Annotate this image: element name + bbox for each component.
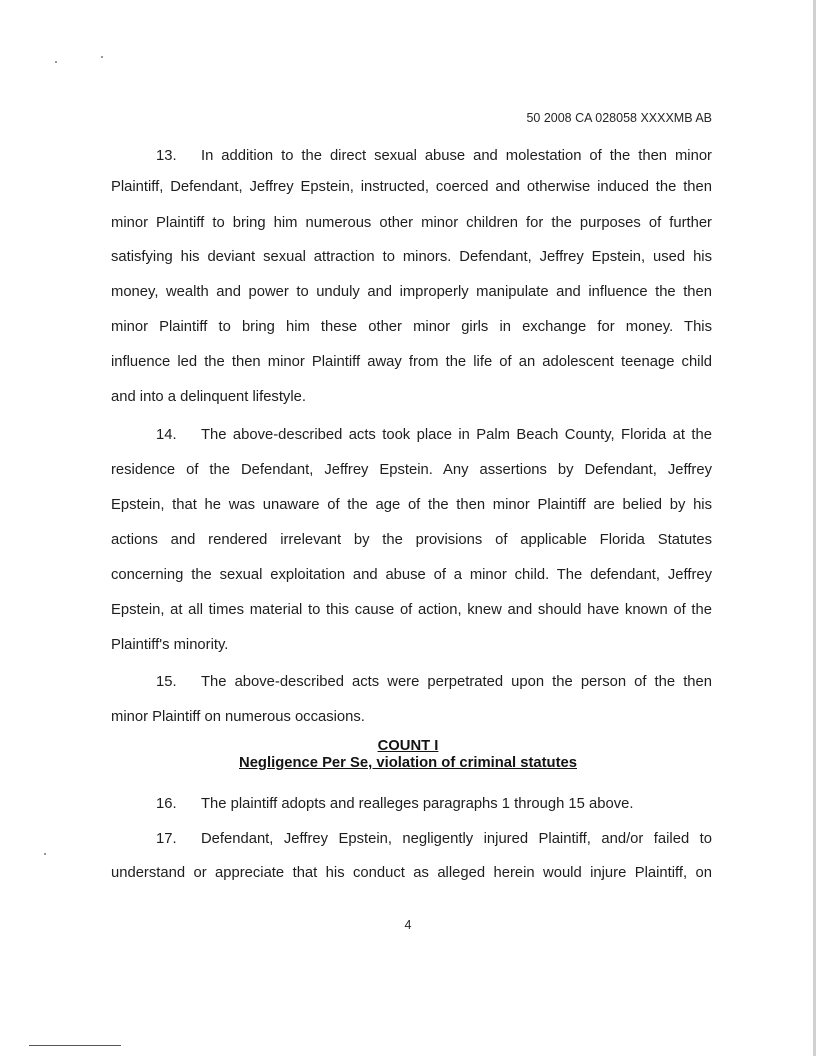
paragraph-14-line-2: residence of the Defendant, Jeffrey Epstein. Any assertions by Defendant, Jeffrey: [111, 462, 712, 478]
paragraph-14-line-1: 14. The above-described acts took place in Palm Beach County, Florida at the: [156, 427, 712, 443]
paragraph-16-line-1: 16. The plaintiff adopts and realleges paragraphs 1 through 15 above.: [156, 796, 634, 812]
page-number: 4: [404, 918, 412, 932]
paragraph-13-line-6: minor Plaintiff to bring him these other minor girls in exchange for money. This: [111, 319, 712, 335]
paragraph-number: 15.: [156, 674, 177, 690]
count-title: COUNT I: [377, 738, 439, 754]
scan-speck: [44, 853, 46, 855]
paragraph-15-line-2: minor Plaintiff on numerous occasions.: [111, 709, 365, 725]
footer-rule: [29, 1045, 121, 1046]
paragraph-13-line-4: satisfying his deviant sexual attraction to minors. Defendant, Jeffrey Epstein, used his: [111, 249, 712, 265]
paragraph-13-line-2: Plaintiff, Defendant, Jeffrey Epstein, instructed, coerced and otherwise induced the then: [111, 179, 712, 195]
paragraph-17-line-1: 17. Defendant, Jeffrey Epstein, negligently injured Plaintiff, and/or failed to: [156, 831, 712, 847]
paragraph-13-line-8: and into a delinquent lifestyle.: [111, 389, 306, 405]
count-subtitle: Negligence Per Se, violation of criminal statutes: [239, 755, 577, 771]
paragraph-13-line-3: minor Plaintiff to bring him numerous other minor children for the purposes of further: [111, 215, 712, 231]
paragraph-number: 13.: [156, 148, 177, 164]
paragraph-13-line-7: influence led the then minor Plaintiff away from the life of an adolescent teenage child: [111, 354, 712, 370]
paragraph-14-line-5: concerning the sexual exploitation and abuse of a minor child. The defendant, Jeffrey: [111, 567, 712, 583]
paragraph-15-line-1: 15. The above-described acts were perpetrated upon the person of the then: [156, 674, 712, 690]
scan-speck: [55, 61, 57, 63]
scan-speck: [101, 56, 103, 58]
paragraph-14-line-6: Epstein, at all times material to this cause of action, knew and should have known of the: [111, 602, 712, 618]
paragraph-14-line-3: Epstein, that he was unaware of the age of the then minor Plaintiff are belied by his: [111, 497, 712, 513]
paragraph-13-line-1: 13. In addition to the direct sexual abuse and molestation of the then minor: [156, 148, 712, 164]
paragraph-number: 14.: [156, 427, 177, 443]
paragraph-number: 16.: [156, 796, 177, 812]
case-number: 50 2008 CA 028058 XXXXMB AB: [526, 111, 712, 125]
paragraph-14-line-4: actions and rendered irrelevant by the provisions of applicable Florida Statutes: [111, 532, 712, 548]
paragraph-17-line-2: understand or appreciate that his conduct as alleged herein would injure Plaintiff, on: [111, 865, 712, 881]
paragraph-13-line-5: money, wealth and power to unduly and improperly manipulate and influence the then: [111, 284, 712, 300]
paragraph-number: 17.: [156, 831, 177, 847]
paragraph-14-line-7: Plaintiff's minority.: [111, 637, 229, 653]
